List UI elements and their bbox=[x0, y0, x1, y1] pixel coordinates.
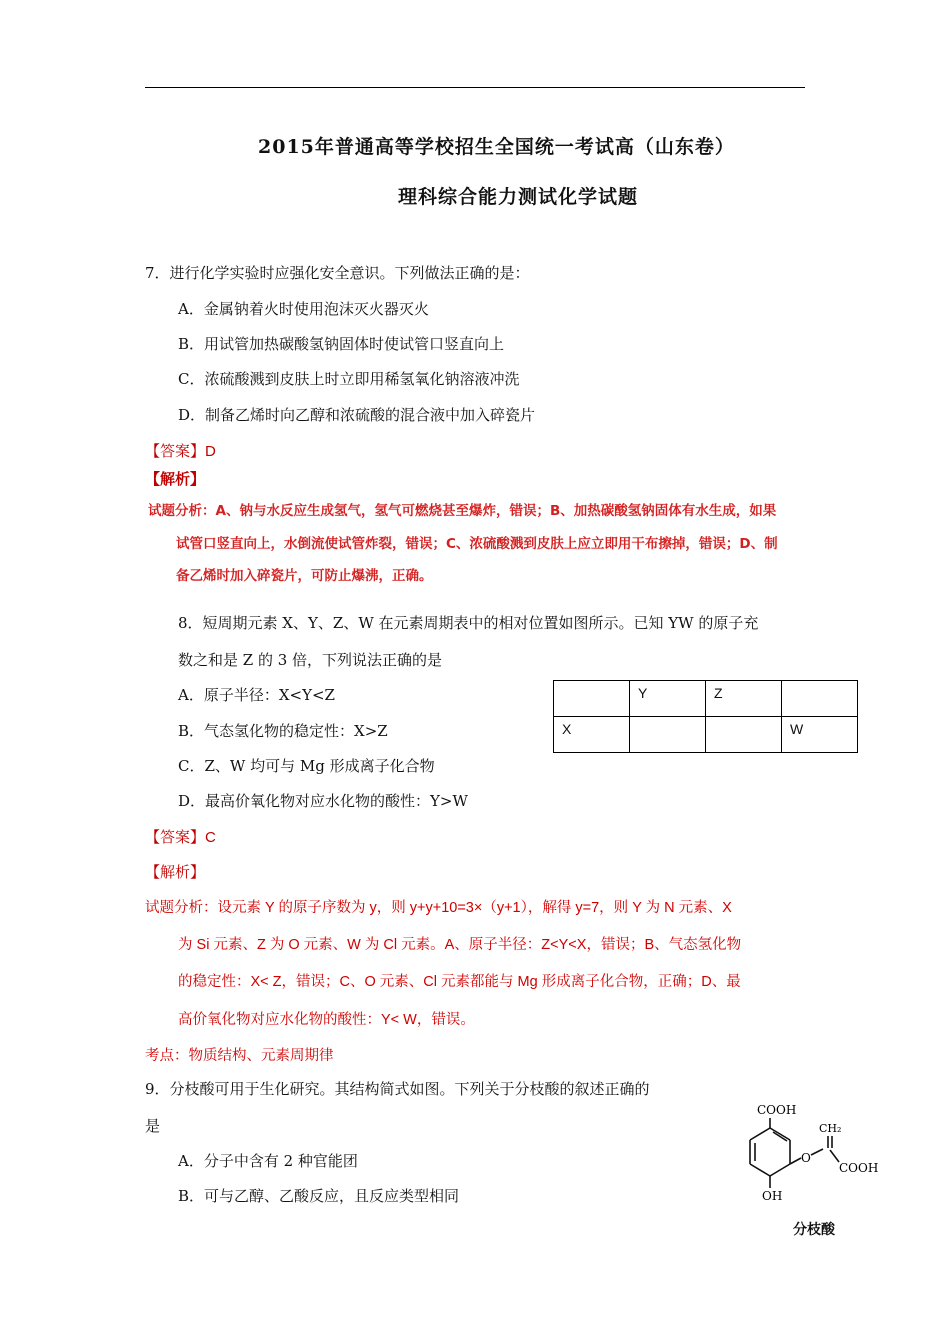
table-cell: W bbox=[782, 717, 858, 753]
q8-analysis-label: 【解析】 bbox=[145, 864, 206, 881]
q8-option-d: D．最高价氧化物对应水化物的酸性：Y>W bbox=[178, 792, 468, 810]
structure-caption: 分枝酸 bbox=[793, 1222, 835, 1238]
q8-option-b: B．气态氢化物的稳定性：X>Z bbox=[178, 722, 388, 740]
table-cell bbox=[782, 681, 858, 717]
q9-option-b: B．可与乙醇、乙酸反应，且反应类型相同 bbox=[178, 1187, 460, 1205]
q7-option-c: C．浓硫酸溅到皮肤上时立即用稀氢氧化钠溶液冲洗 bbox=[178, 370, 520, 388]
periodic-table-fragment bbox=[553, 680, 858, 753]
q7-answer: 【答案】D bbox=[145, 443, 216, 460]
q8-analysis-line2: 为 Si 元素、Z 为 O 元素、W 为 Cl 元素。A、原子半径：Z<Y<X，错误；B、气态氢化物 bbox=[178, 937, 742, 953]
q8-option-a: A．原子半径：X<Y<Z bbox=[178, 686, 335, 704]
table-cell: Z bbox=[706, 681, 782, 717]
cooh-right-label: COOH bbox=[839, 1161, 879, 1175]
q7-option-a: A．金属钠着火时使用泡沫灭火器灭火 bbox=[178, 300, 429, 318]
q8-kaodian: 考点：物质结构、元素周期律 bbox=[145, 1048, 334, 1064]
oh-label: OH bbox=[762, 1189, 783, 1203]
q7-analysis-line3: 备乙烯时加入碎瓷片，可防止爆沸，正确。 bbox=[176, 568, 433, 584]
q8-answer: 【答案】C bbox=[145, 829, 216, 846]
q8-option-c: C．Z、W 均可与 Mg 形成离子化合物 bbox=[178, 757, 435, 775]
q8-analysis-line4: 高价氧化物对应水化物的酸性：Y< W，错误。 bbox=[178, 1012, 475, 1028]
table-cell bbox=[630, 717, 706, 753]
q7-analysis-label: 【解析】 bbox=[145, 471, 206, 488]
q9-stem-line1: 9．分枝酸可用于生化研究。其结构简式如图。下列关于分枝酸的叙述正确的 bbox=[145, 1080, 650, 1098]
ether-o-label: O bbox=[801, 1151, 811, 1165]
q9-stem-line2: 是 bbox=[145, 1117, 161, 1135]
q7-analysis-line2: 试管口竖直向上，水倒流使试管炸裂，错误；C、浓硫酸溅到皮肤上应立即用干布擦掉，错误；D、制 bbox=[176, 536, 778, 552]
q7-option-b: B．用试管加热碳酸氢钠固体时使试管口竖直向上 bbox=[178, 335, 505, 353]
header-rule bbox=[145, 87, 805, 88]
table-row bbox=[554, 681, 858, 717]
q7-analysis-line1: 试题分析：A、钠与水反应生成氢气，氢气可燃烧甚至爆炸，错误；B、加热碳酸氢钠固体有水生成，如果 bbox=[148, 503, 777, 519]
table-row bbox=[554, 717, 858, 753]
table-cell bbox=[554, 681, 630, 717]
q8-analysis-line1: 试题分析：设元素 Y 的原子序数为 y，则 y+y+10=3×（y+1），解得 y=7，则 Y 为 N 元素、X bbox=[145, 900, 732, 916]
table-cell: Y bbox=[630, 681, 706, 717]
page-title: 2015年普通高等学校招生全国统一考试高（山东卷） bbox=[258, 136, 735, 158]
q8-stem-line2: 数之和是 Z 的 3 倍，下列说法正确的是 bbox=[178, 651, 443, 669]
q7-option-d: D．制备乙烯时向乙醇和浓硫酸的混合液中加入碎瓷片 bbox=[178, 406, 536, 424]
table-cell bbox=[706, 717, 782, 753]
q8-analysis-line3: 的稳定性：X< Z，错误；C、O 元素、Cl 元素都能与 Mg 形成离子化合物，正确；D、最 bbox=[178, 974, 741, 990]
page-subtitle: 理科综合能力测试化学试题 bbox=[398, 186, 639, 208]
cooh-top-label: COOH bbox=[757, 1103, 797, 1117]
q9-option-a: A．分子中含有 2 种官能团 bbox=[178, 1152, 358, 1170]
ch2-label: CH₂ bbox=[819, 1122, 842, 1135]
q7-stem: 7．进行化学实验时应强化安全意识。下列做法正确的是： bbox=[145, 264, 530, 282]
table-cell: X bbox=[554, 717, 630, 753]
q8-stem-line1: 8．短周期元素 X、Y、Z、W 在元素周期表中的相对位置如图所示。已知 YW 的原子充 bbox=[178, 614, 759, 632]
